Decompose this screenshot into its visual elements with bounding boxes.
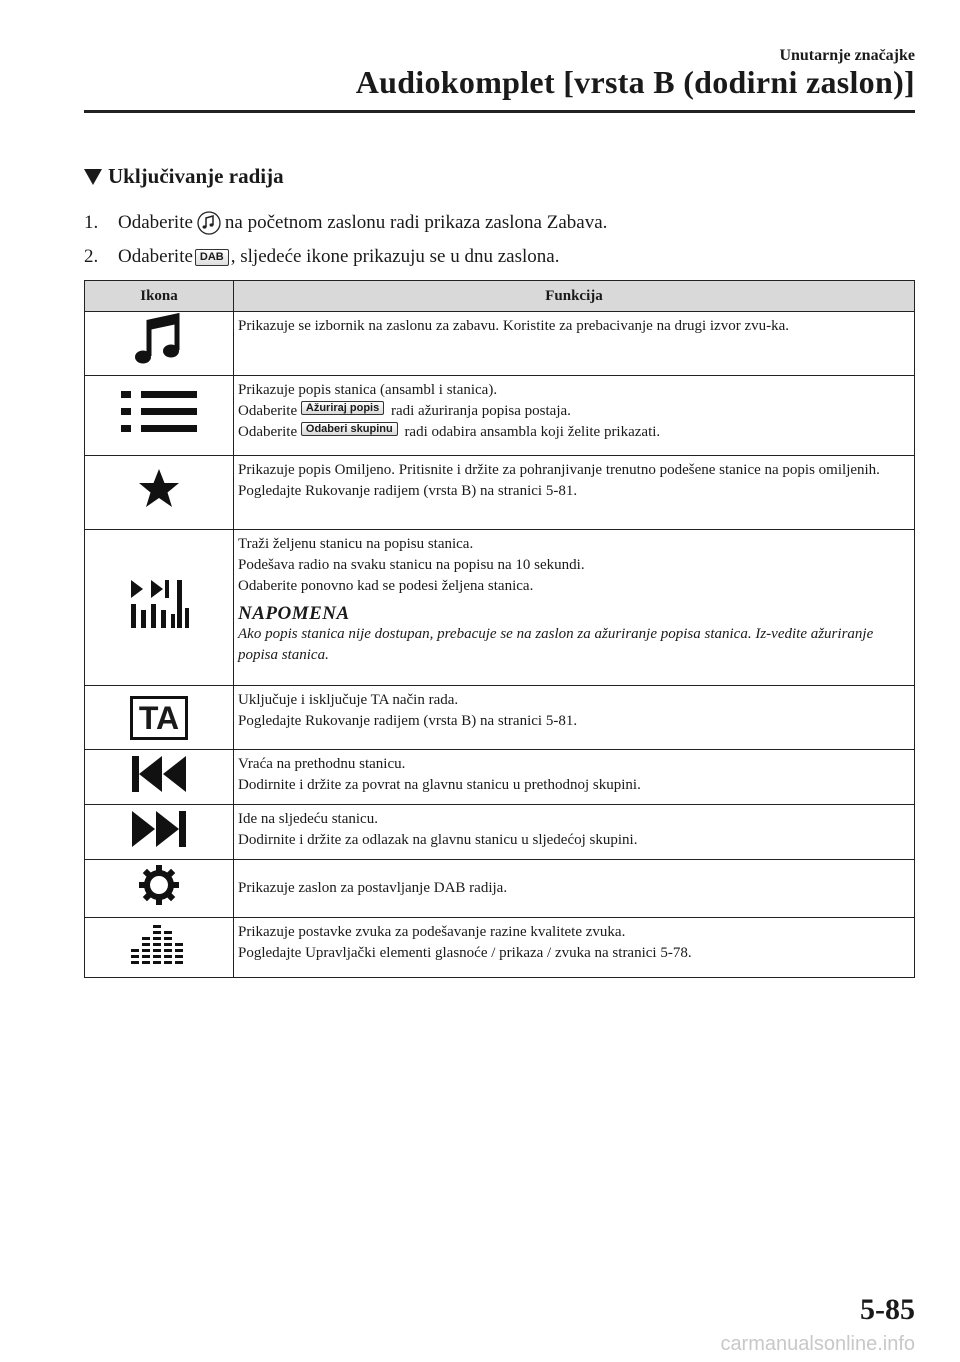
update-list-button[interactable]: Ažuriraj popis bbox=[301, 401, 384, 415]
icon-cell bbox=[85, 376, 234, 456]
function-cell bbox=[234, 860, 915, 918]
table-header-row bbox=[85, 281, 915, 312]
table-row bbox=[85, 860, 915, 918]
icon-cell bbox=[85, 686, 234, 750]
step-text-after: na početnom zaslonu radi prikaza zaslona Zabava. bbox=[224, 212, 608, 233]
function-cell bbox=[234, 805, 915, 860]
function-cell bbox=[234, 686, 915, 750]
select-group-button[interactable]: Odaberi skupinu bbox=[301, 422, 398, 436]
table-row bbox=[85, 686, 915, 750]
function-cell bbox=[234, 918, 915, 978]
table-row bbox=[85, 530, 915, 686]
gear-icon[interactable] bbox=[138, 864, 180, 906]
icon-function-table bbox=[84, 280, 915, 978]
step-number: 1. bbox=[84, 212, 99, 233]
step-text-after: , sljedeće ikone prikazuju se u dnu zaslona. bbox=[230, 246, 560, 267]
table-row bbox=[85, 456, 915, 530]
function-cell bbox=[234, 376, 915, 456]
ta-icon[interactable]: TA bbox=[130, 696, 188, 740]
section-heading bbox=[84, 164, 284, 189]
text-fragment: radi ažuriranja popisa postaja. bbox=[390, 403, 571, 419]
function-text: Dodirnite i držite za odlazak na glavnu stanicu u sljedećoj skupini. bbox=[238, 832, 638, 848]
page-number: 5-85 bbox=[860, 1293, 915, 1326]
step-text-before: Odaberite bbox=[118, 212, 193, 233]
step-2 bbox=[84, 240, 607, 274]
text-fragment: radi odabira ansambla koji želite prikazati. bbox=[404, 424, 661, 440]
star-icon[interactable] bbox=[137, 467, 181, 511]
function-text: Pogledajte Upravljački elementi glasnoće / prikaza / zvuka na stranici 5-78. bbox=[238, 945, 692, 961]
table-row bbox=[85, 750, 915, 805]
icon-cell bbox=[85, 860, 234, 918]
chapter-title: Audiokomplet [vrsta B (dodirni zaslon)] bbox=[355, 64, 915, 100]
step-text-before: Odaberite bbox=[118, 246, 193, 267]
function-text: Pogledajte Rukovanje radijem (vrsta B) na stranici 5-81. bbox=[238, 713, 578, 729]
function-cell bbox=[234, 750, 915, 805]
function-text: Vraća na prethodnu stanicu. bbox=[238, 756, 406, 772]
function-cell bbox=[234, 530, 915, 686]
icon-cell bbox=[85, 750, 234, 805]
equalizer-icon[interactable] bbox=[131, 923, 187, 965]
table-row bbox=[85, 376, 915, 456]
entertainment-note-icon bbox=[197, 210, 221, 236]
function-text: Odaberite ponovno kad se podesi željena stanica. bbox=[238, 578, 534, 594]
function-text: Prikazuje popis stanica (ansambl i stanica). bbox=[238, 382, 498, 398]
note-heading: NAPOMENA bbox=[238, 603, 350, 624]
steps-list bbox=[84, 206, 607, 274]
next-track-icon[interactable] bbox=[130, 809, 188, 849]
function-cell bbox=[234, 312, 915, 376]
section-label: Unutarnje značajke bbox=[779, 47, 915, 64]
function-text: Prikazuje se izbornik na zaslonu za zabavu. Koristite za prebacivanje na drugi izvor zvu-ka. bbox=[238, 318, 790, 334]
text-fragment: Odaberite bbox=[238, 403, 298, 419]
triangle-bullet-icon bbox=[84, 169, 102, 185]
function-text: Prikazuje popis Omiljeno. Pritisnite i držite za pohranjivanje trenutno podešene stanice na popis omiljenih. bbox=[238, 462, 880, 478]
previous-track-icon[interactable] bbox=[130, 754, 188, 794]
watermark: carmanualsonline.info bbox=[720, 1333, 915, 1355]
icon-cell bbox=[85, 312, 234, 376]
scan-icon[interactable] bbox=[127, 578, 191, 630]
dab-button[interactable]: DAB bbox=[195, 249, 229, 266]
icon-cell bbox=[85, 805, 234, 860]
function-text bbox=[238, 401, 910, 422]
table-row bbox=[85, 805, 915, 860]
function-text: Dodirnite i držite za povrat na glavnu stanicu u prethodnoj skupini. bbox=[238, 777, 641, 793]
note-text: Ako popis stanica nije dostupan, prebacuje se na zaslon za ažuriranje popisa stanica. Iz-vedite ažuriranje popisa stanica. bbox=[238, 626, 874, 663]
function-text: Podešava radio na svaku stanicu na popisu na 10 sekundi. bbox=[238, 557, 585, 573]
header-rule bbox=[84, 110, 915, 113]
function-text: Uključuje i isključuje TA način rada. bbox=[238, 692, 459, 708]
table-row bbox=[85, 918, 915, 978]
station-list-icon[interactable] bbox=[119, 387, 199, 437]
step-number: 2. bbox=[84, 246, 99, 267]
music-note-icon[interactable] bbox=[133, 312, 185, 368]
icon-cell bbox=[85, 530, 234, 686]
column-header-function: Funkcija bbox=[234, 281, 915, 312]
function-text: Ide na sljedeću stanicu. bbox=[238, 811, 378, 827]
function-text: Prikazuje zaslon za postavljanje DAB radija. bbox=[238, 880, 508, 896]
icon-cell bbox=[85, 918, 234, 978]
heading-text: Uključivanje radija bbox=[108, 164, 284, 188]
function-text: Traži željenu stanicu na popisu stanica. bbox=[238, 536, 474, 552]
function-cell bbox=[234, 456, 915, 530]
icon-cell bbox=[85, 456, 234, 530]
table-row bbox=[85, 312, 915, 376]
column-header-icon: Ikona bbox=[85, 281, 234, 312]
function-text: Prikazuje postavke zvuka za podešavanje razine kvalitete zvuka. bbox=[238, 924, 626, 940]
function-text bbox=[238, 422, 910, 443]
function-text: Pogledajte Rukovanje radijem (vrsta B) na stranici 5-81. bbox=[238, 483, 578, 499]
text-fragment: Odaberite bbox=[238, 424, 298, 440]
step-1 bbox=[84, 206, 607, 240]
